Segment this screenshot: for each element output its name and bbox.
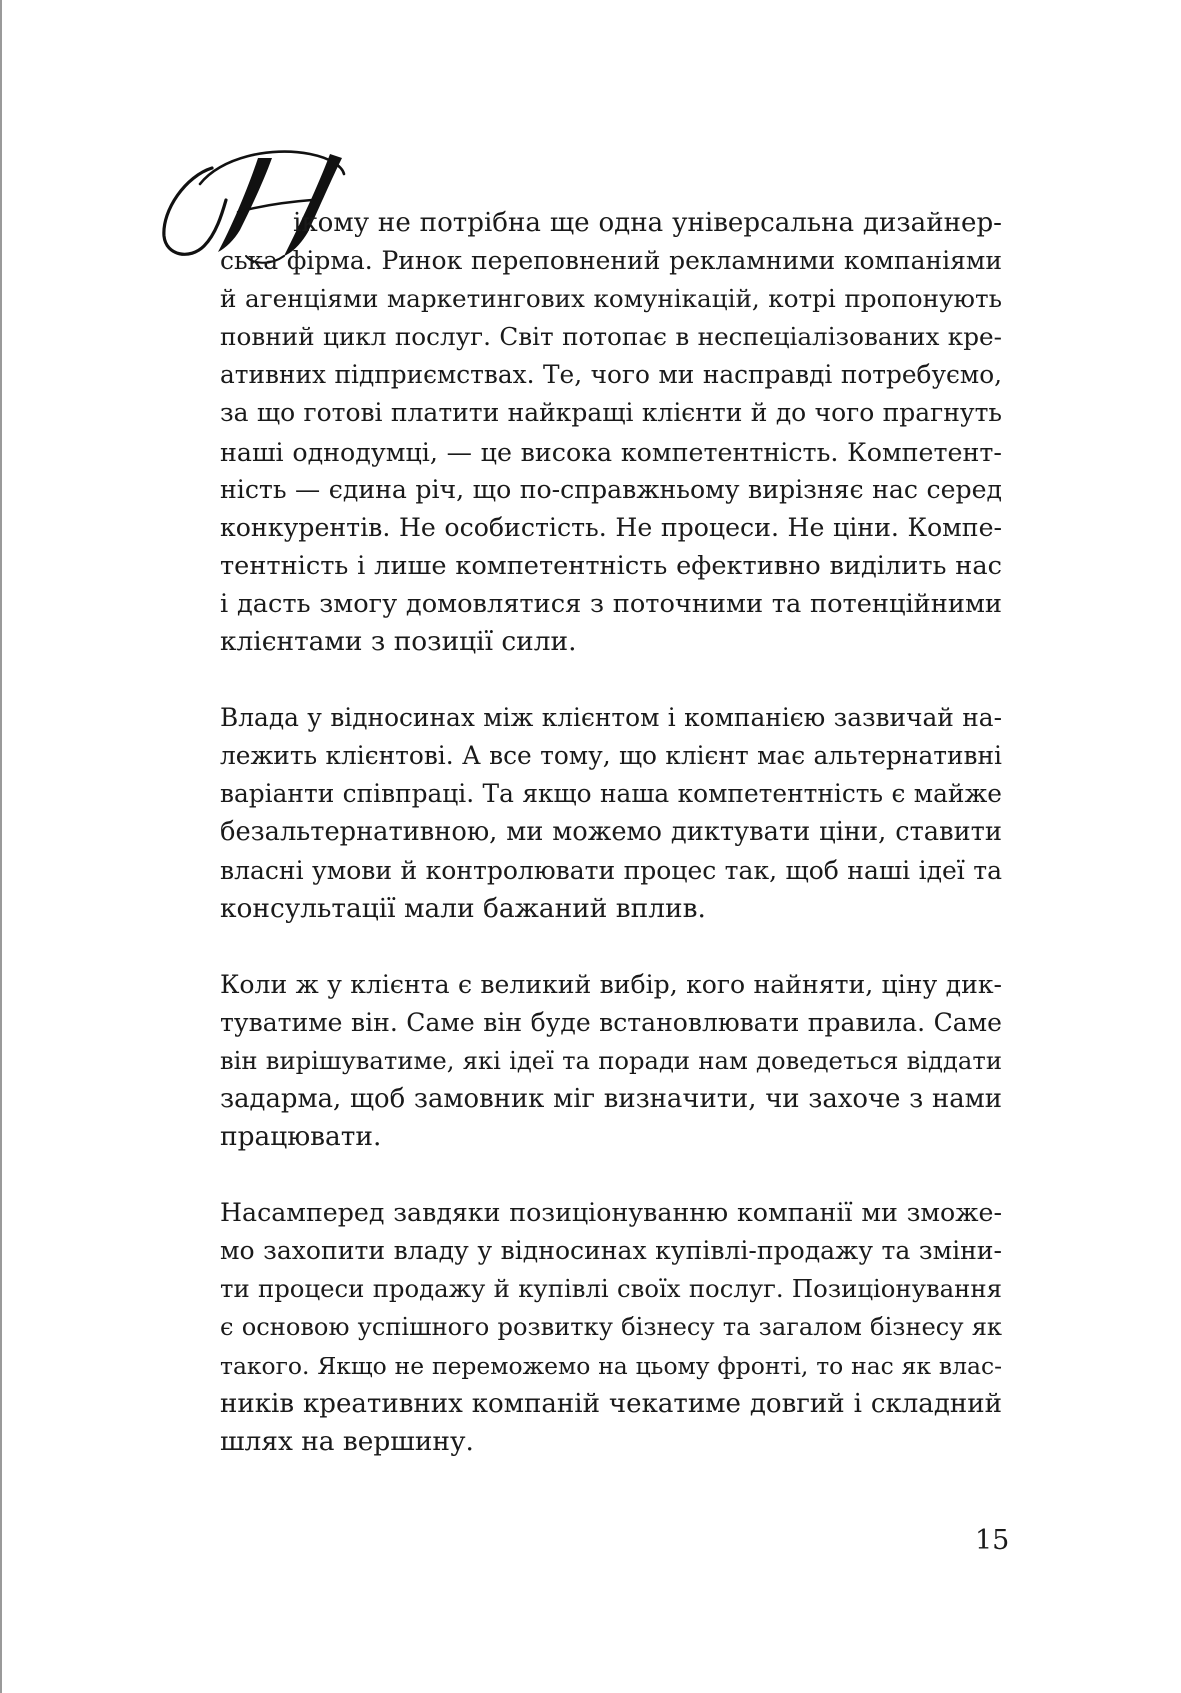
text-line: тентність і лише компетентність ефективно виділить нас [220,550,1002,581]
text-line: є основою успішного розвитку бізнесу та загалом бізнесу як [220,1313,1002,1342]
text-line: ська фірма. Ринок переповнений рекламними компаніями [220,246,1002,276]
text-line: задарма, щоб замовник міг визначити, чи захоче з нами [220,1083,1002,1114]
text-line: ників креативних компаній чекатиме довгий і складний [220,1388,1002,1419]
page-number: 15 [975,1525,1010,1556]
text-line: він вирішуватиме, які ідеї та поради нам доведеться віддати [220,1045,1002,1075]
text-line: ність — єдина річ, що по-справжньому вирізняє нас серед [220,474,1002,504]
paragraph [220,204,1002,661]
text-line: власні умови й контролювати процес так, щоб наші ідеї та [220,855,1002,885]
page-edge [0,0,2,1693]
text-line: Влада у відносинах між клієнтом і компанією зазвичай на- [220,703,1002,733]
text-line: клієнтами з позиції сили. [220,626,577,658]
text-line: лежить клієнтові. А все тому, що клієнт має альтернативні [220,741,1002,771]
body-text [220,204,1002,1499]
text-line: ти процеси продажу й купівлі своїх послуг. Позиціонування [220,1274,1002,1304]
text-line: ікому не потрібна ще одна універсальна дизайнер- [293,208,1002,238]
text-line: консультації мали бажаний вплив. [220,892,706,924]
text-line: мо захопити владу у відносинах купівлі-продажу та зміни- [220,1236,1002,1266]
text-line: туватиме він. Саме він буде встановлювати правила. Саме [220,1007,1002,1037]
text-line: наші однодумці, — це висока компетентність. Компетент- [220,436,1002,467]
text-line: ативних підприємствах. Те, чого ми насправді потребуємо, [220,360,1002,390]
text-line: конкурентів. Не особистість. Не процеси. Не ціни. Компе- [220,512,1002,542]
paragraph [220,966,1002,1156]
text-line: й агенціями маркетингових комунікацій, котрі пропонують [220,284,1002,314]
paragraph [220,1194,1002,1461]
text-line: безальтернативною, ми можемо диктувати ціни, ставити [220,817,1002,848]
text-line: такого. Якщо не переможемо на цьому фронті, то нас як влас- [220,1351,1002,1380]
text-line: варіанти співпраці. Та якщо наша компетентність є майже [220,779,1002,809]
text-line: за що готові платити найкращі клієнти й до чого прагнуть [220,398,1002,428]
text-line: Насамперед завдяки позиціонуванню компанії ми зможе- [220,1198,1002,1228]
text-line: Коли ж у клієнта є великий вибір, кого найняти, ціну дик- [220,969,1002,999]
text-line: повний цикл послуг. Світ потопає в неспеціалізованих кре- [220,322,1002,352]
text-line: і дасть змогу домовлятися з поточними та потенційними [220,588,1002,619]
paragraph [220,699,1002,928]
text-line: шлях на вершину. [220,1425,474,1457]
text-line: працювати. [220,1121,382,1153]
